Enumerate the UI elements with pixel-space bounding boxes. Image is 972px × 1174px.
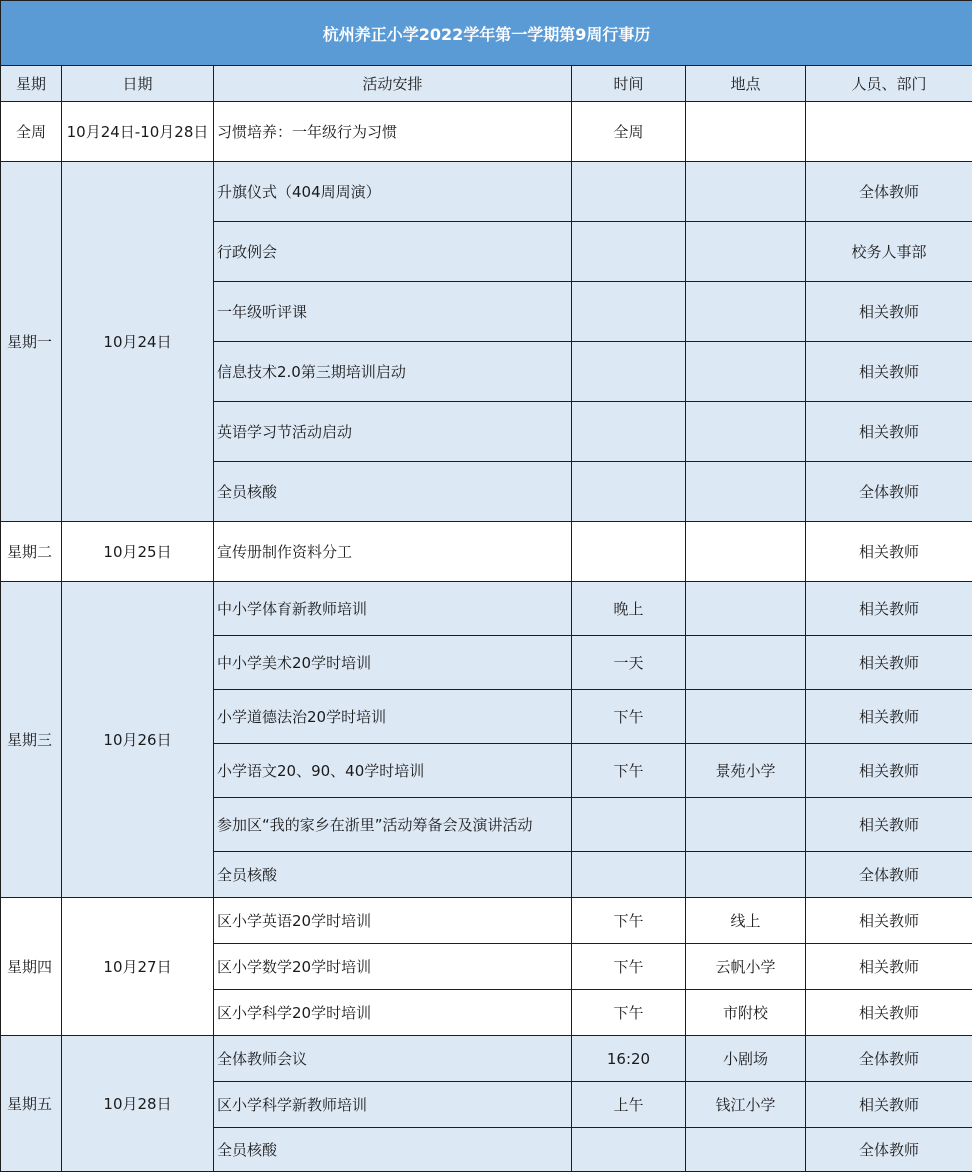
activity-cell: 一年级听评课 — [214, 282, 572, 342]
weekday-cell: 星期四 — [1, 898, 62, 1036]
people-cell: 相关教师 — [806, 944, 972, 990]
weekday-cell: 全周 — [1, 102, 62, 162]
time-cell: 全周 — [572, 102, 686, 162]
activity-cell: 英语学习节活动启动 — [214, 402, 572, 462]
place-cell — [686, 798, 806, 852]
time-cell: 晚上 — [572, 582, 686, 636]
table-row — [1, 582, 972, 636]
people-cell: 全体教师 — [806, 1128, 972, 1172]
header-people: 人员、部门 — [806, 66, 972, 102]
time-cell: 上午 — [572, 1082, 686, 1128]
activity-cell: 宣传册制作资料分工 — [214, 522, 572, 582]
activity-cell: 信息技术2.0第三期培训启动 — [214, 342, 572, 402]
time-cell — [572, 522, 686, 582]
place-cell: 市附校 — [686, 990, 806, 1036]
people-cell: 相关教师 — [806, 636, 972, 690]
people-cell: 全体教师 — [806, 462, 972, 522]
header-row — [1, 66, 972, 102]
people-cell: 相关教师 — [806, 342, 972, 402]
activity-cell: 区小学英语20学时培训 — [214, 898, 572, 944]
time-cell: 下午 — [572, 898, 686, 944]
place-cell — [686, 102, 806, 162]
people-cell: 相关教师 — [806, 522, 972, 582]
place-cell: 钱江小学 — [686, 1082, 806, 1128]
place-cell — [686, 342, 806, 402]
time-cell: 下午 — [572, 944, 686, 990]
time-cell: 下午 — [572, 990, 686, 1036]
header-time: 时间 — [572, 66, 686, 102]
place-cell: 线上 — [686, 898, 806, 944]
week-row — [1, 102, 972, 162]
activity-cell: 全体教师会议 — [214, 1036, 572, 1082]
date-cell: 10月25日 — [62, 522, 214, 582]
people-cell: 相关教师 — [806, 582, 972, 636]
people-cell: 相关教师 — [806, 402, 972, 462]
activity-cell: 全员核酸 — [214, 462, 572, 522]
weekday-cell: 星期一 — [1, 162, 62, 522]
activity-cell: 全员核酸 — [214, 852, 572, 898]
time-cell — [572, 162, 686, 222]
place-cell — [686, 690, 806, 744]
place-cell: 景苑小学 — [686, 744, 806, 798]
people-cell: 相关教师 — [806, 990, 972, 1036]
time-cell — [572, 852, 686, 898]
place-cell — [686, 222, 806, 282]
activity-cell: 区小学科学新教师培训 — [214, 1082, 572, 1128]
people-cell: 全体教师 — [806, 1036, 972, 1082]
time-cell — [572, 282, 686, 342]
place-cell — [686, 162, 806, 222]
people-cell: 相关教师 — [806, 1082, 972, 1128]
activity-cell: 全员核酸 — [214, 1128, 572, 1172]
people-cell: 相关教师 — [806, 282, 972, 342]
table-row — [1, 522, 972, 582]
time-cell: 16:20 — [572, 1036, 686, 1082]
activity-cell: 中小学美术20学时培训 — [214, 636, 572, 690]
date-cell: 10月26日 — [62, 582, 214, 898]
activity-cell: 区小学数学20学时培训 — [214, 944, 572, 990]
people-cell: 全体教师 — [806, 852, 972, 898]
people-cell: 全体教师 — [806, 162, 972, 222]
header-activity: 活动安排 — [214, 66, 572, 102]
date-cell: 10月27日 — [62, 898, 214, 1036]
weekday-cell: 星期二 — [1, 522, 62, 582]
time-cell — [572, 222, 686, 282]
table-row — [1, 162, 972, 222]
place-cell — [686, 852, 806, 898]
weekday-cell: 星期五 — [1, 1036, 62, 1172]
people-cell: 相关教师 — [806, 898, 972, 944]
people-cell: 相关教师 — [806, 690, 972, 744]
place-cell — [686, 522, 806, 582]
activity-cell: 区小学科学20学时培训 — [214, 990, 572, 1036]
people-cell: 相关教师 — [806, 798, 972, 852]
date-cell: 10月24日-10月28日 — [62, 102, 214, 162]
weekday-cell: 星期三 — [1, 582, 62, 898]
time-cell: 一天 — [572, 636, 686, 690]
place-cell — [686, 402, 806, 462]
activity-cell: 小学语文20、90、40学时培训 — [214, 744, 572, 798]
activity-cell: 习惯培养：一年级行为习惯 — [214, 102, 572, 162]
header-weekday: 星期 — [1, 66, 62, 102]
date-cell: 10月28日 — [62, 1036, 214, 1172]
activity-cell: 升旗仪式（404周周演） — [214, 162, 572, 222]
place-cell: 小剧场 — [686, 1036, 806, 1082]
activity-cell: 参加区“我的家乡在浙里”活动筹备会及演讲活动 — [214, 798, 572, 852]
activity-cell: 中小学体育新教师培训 — [214, 582, 572, 636]
people-cell: 校务人事部 — [806, 222, 972, 282]
time-cell — [572, 402, 686, 462]
table-row — [1, 1036, 972, 1082]
time-cell — [572, 798, 686, 852]
time-cell — [572, 1128, 686, 1172]
time-cell — [572, 342, 686, 402]
place-cell: 云帆小学 — [686, 944, 806, 990]
people-cell — [806, 102, 972, 162]
place-cell — [686, 282, 806, 342]
page-title: 杭州养正小学2022学年第一学期第9周行事历 — [1, 1, 972, 66]
header-date: 日期 — [62, 66, 214, 102]
header-place: 地点 — [686, 66, 806, 102]
people-cell: 相关教师 — [806, 744, 972, 798]
time-cell — [572, 462, 686, 522]
place-cell — [686, 582, 806, 636]
time-cell: 下午 — [572, 690, 686, 744]
time-cell: 下午 — [572, 744, 686, 798]
date-cell: 10月24日 — [62, 162, 214, 522]
place-cell — [686, 462, 806, 522]
table-row — [1, 898, 972, 944]
place-cell — [686, 636, 806, 690]
activity-cell: 小学道德法治20学时培训 — [214, 690, 572, 744]
activity-cell: 行政例会 — [214, 222, 572, 282]
place-cell — [686, 1128, 806, 1172]
